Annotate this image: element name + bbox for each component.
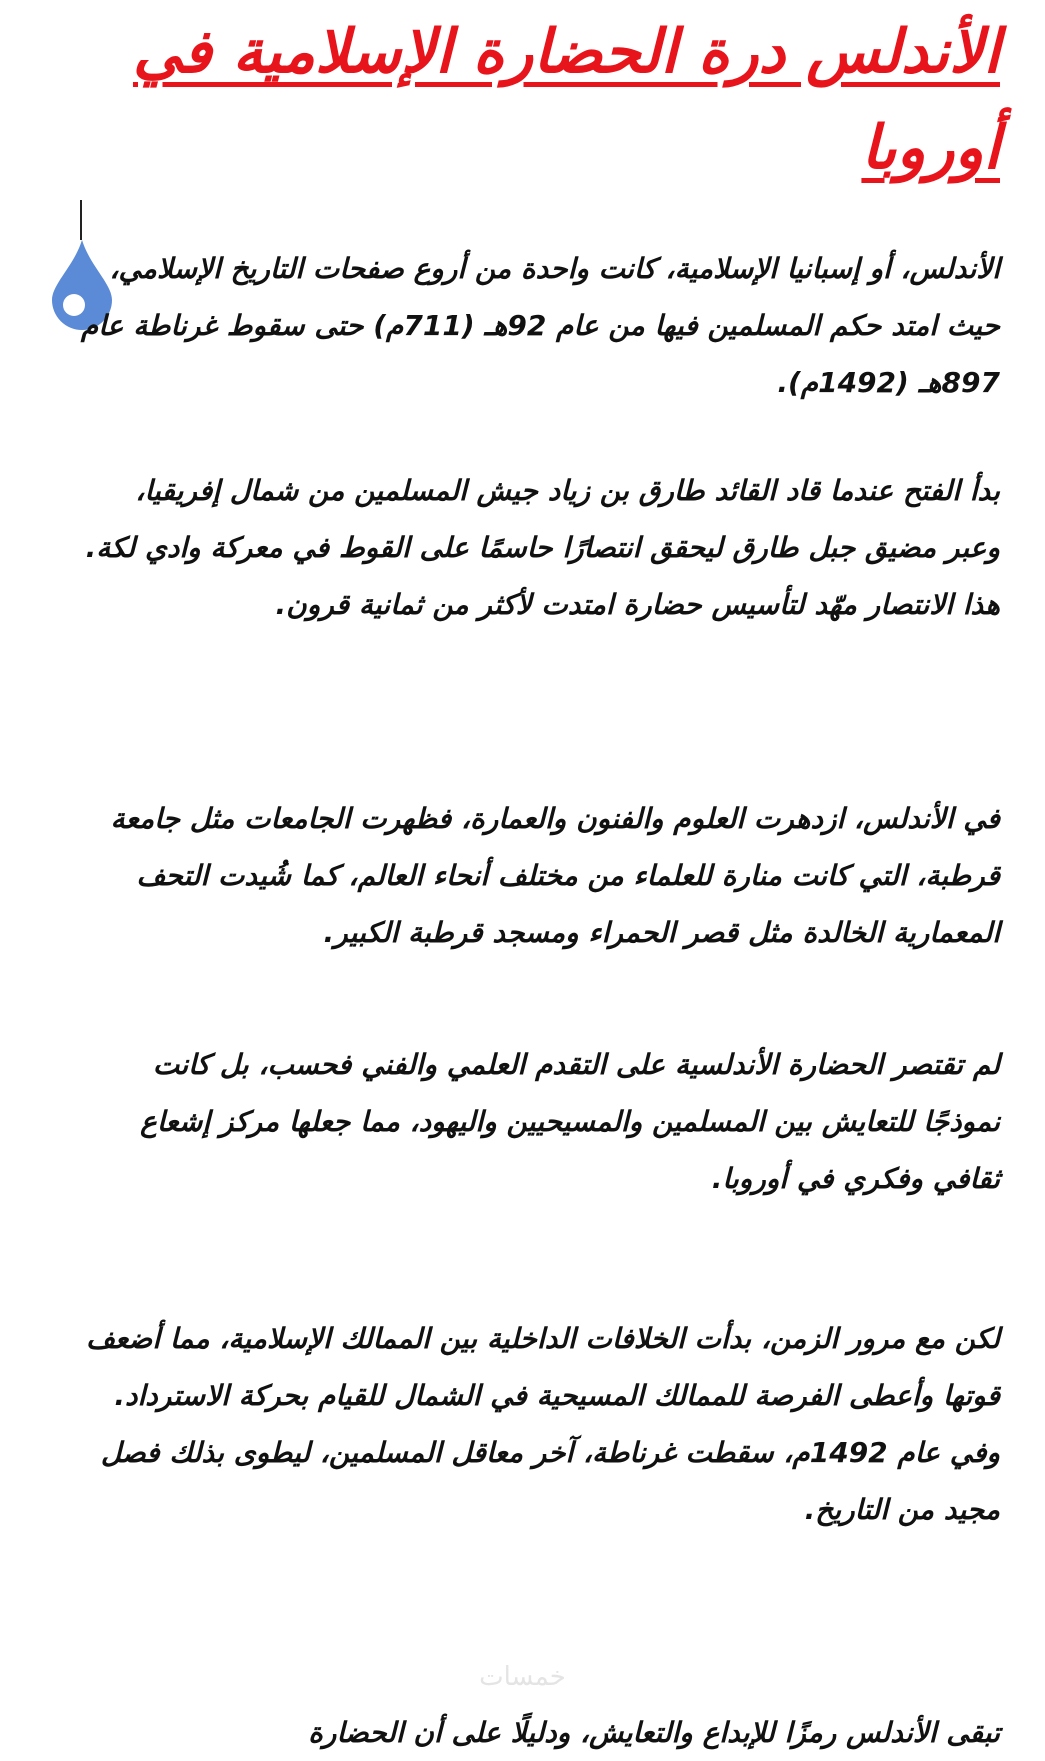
paragraph-6-partial: تبقى الأندلس رمزًا للإبداع والتعايش، ودليلًا على أن الحضارة [308, 1716, 1000, 1749]
document-title [60, 4, 1000, 196]
text-cursor [80, 200, 82, 240]
paragraph-2: بدأ الفتح عندما قاد القائد طارق بن زياد جيش المسلمين من شمال إفريقيا، وعبر مضيق جبل طارق ليحقق انتصارًا حاسمًا على القوط في معركة وادي لكة. هذا الانتصار مهّد لتأسيس حضارة امتدت لأكثر من ثمانية قرون. [85, 474, 1000, 621]
paragraph-3: في الأندلس، ازدهرت العلوم والفنون والعمارة، فظهرت الجامعات مثل جامعة قرطبة، التي كانت منارة للعلماء من مختلف أنحاء العالم، كما شُيدت التحف المعمارية الخالدة مثل قصر الحمراء ومسجد قرطبة الكبير. [110, 802, 1000, 949]
paragraph-4: لم تقتصر الحضارة الأندلسية على التقدم العلمي والفني فحسب، بل كانت نموذجًا للتعايش بين المسلمين والمسيحيين واليهود، مما جعلها مركز إشعاع ثقافي وفكري في أوروبا. [140, 1048, 1000, 1195]
document-title-text: الأندلس درة الحضارة الإسلامية في أوروبا [132, 17, 1000, 183]
paragraph-1: الأندلس، أو إسبانيا الإسلامية، كانت واحدة من أروع صفحات التاريخ الإسلامي، حيث امتد حكم المسلمين فيها من عام 92هـ (711م) حتى سقوط غرناطة عام 897هـ (1492م). [80, 252, 1000, 399]
watermark: خمسات [479, 1662, 566, 1692]
paragraph-5: لكن مع مرور الزمن، بدأت الخلافات الداخلية بين الممالك الإسلامية، مما أضعف قوتها وأعطى الفرصة للممالك المسيحية في الشمال للقيام بحركة الاسترداد. وفي عام 1492م، سقطت غرناطة، آخر معاقل المسلمين، ليطوى بذلك فصل مجيد من التاريخ. [86, 1322, 1000, 1526]
